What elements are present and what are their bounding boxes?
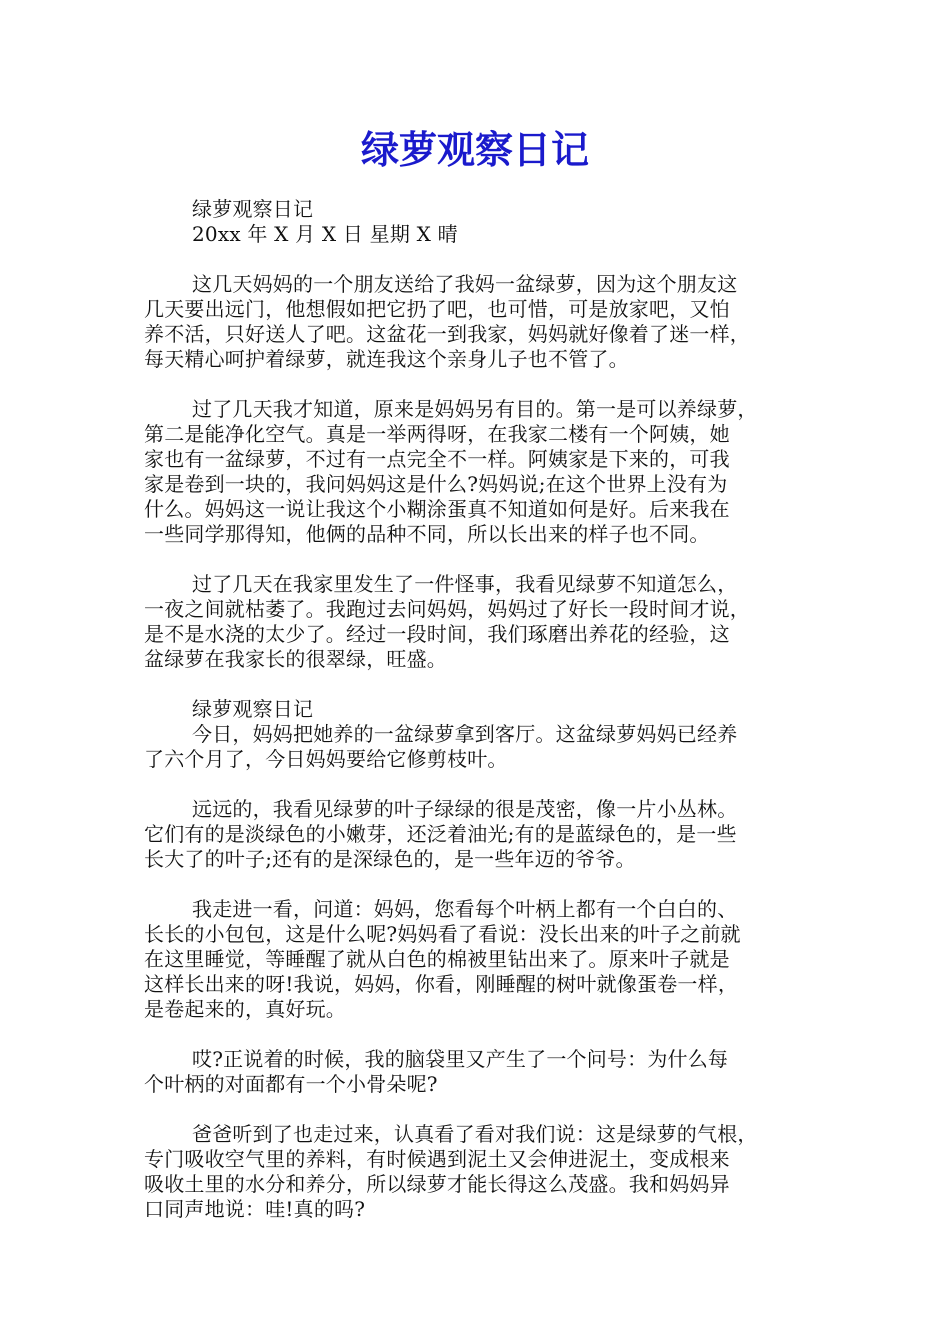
paragraph-line: 第二是能净化空气。真是一举两得呀，在我家二楼有一个阿姨，她 (144, 422, 730, 446)
document-title: 绿萝观察日记 (360, 128, 589, 172)
paragraph-line: 是卷起来的，真好玩。 (144, 997, 346, 1021)
paragraph-line: 今日，妈妈把她养的一盆绿萝拿到客厅。这盆绿萝妈妈已经养 (192, 722, 738, 746)
paragraph-line: 吸收土里的水分和养分，所以绿萝才能长得这么茂盛。我和妈妈异 (144, 1172, 730, 1196)
paragraph-line: 爸爸听到了也走过来，认真看了看对我们说：这是绿萝的气根， (192, 1122, 758, 1146)
paragraph-line: 几天要出远门，他想假如把它扔了吧，也可惜，可是放家吧，又怕 (144, 297, 730, 321)
paragraph-line: 家也有一盆绿萝，不过有一点完全不一样。阿姨家是下来的，可我 (144, 447, 730, 471)
paragraph-line: 养不活，只好送人了吧。这盆花一到我家，妈妈就好像着了迷一样， (144, 322, 750, 346)
paragraph-gap (144, 672, 812, 697)
paragraph-line: 一夜之间就枯萎了。我跑过去问妈妈，妈妈过了好长一段时间才说， (144, 597, 750, 621)
paragraph-gap (144, 372, 812, 397)
diary-heading: 绿萝观察日记 (192, 197, 314, 221)
paragraph-5 (144, 797, 812, 872)
paragraph-line: 这几天妈妈的一个朋友送给了我妈一盆绿萝，因为这个朋友这 (192, 272, 738, 296)
paragraph-line: 过了几天我才知道，原来是妈妈另有目的。第一是可以养绿萝， (192, 397, 758, 421)
date-line: 20xx 年 X 月 X 日 星期 X 晴 (192, 222, 458, 246)
paragraph-7 (144, 1047, 812, 1097)
paragraph-line: 它们有的是淡绿色的小嫩芽，还泛着油光;有的是蓝绿色的，是一些 (144, 822, 737, 846)
paragraph-line: 了六个月了，今日妈妈要给它修剪枝叶。 (144, 747, 508, 771)
paragraph-line: 每天精心呵护着绿萝，就连我这个亲身儿子也不管了。 (144, 347, 629, 371)
paragraph-line: 一些同学那得知，他俩的品种不同，所以长出来的样子也不同。 (144, 522, 710, 546)
paragraph-line: 口同声地说：哇!真的吗? (144, 1197, 366, 1221)
paragraph-3 (144, 572, 812, 672)
paragraph-line: 什么。妈妈这一说让我这个小糊涂蛋真不知道如何是好。后来我在 (144, 497, 730, 521)
paragraph-line: 哎?正说着的时候，我的脑袋里又产生了一个问号：为什么每 (192, 1047, 729, 1071)
paragraph-line: 远远的，我看见绿萝的叶子绿绿的很是茂密，像一片小丛林。 (192, 797, 738, 821)
paragraph-line: 长大了的叶子;还有的是深绿色的，是一些年迈的爷爷。 (144, 847, 636, 871)
paragraph-gap (144, 872, 812, 897)
section-heading: 绿萝观察日记 (192, 697, 314, 721)
paragraph-gap (144, 1097, 812, 1122)
paragraph-line: 个叶柄的对面都有一个小骨朵呢? (144, 1072, 438, 1096)
paragraph-1 (144, 272, 812, 372)
paragraph-line: 这样长出来的呀!我说，妈妈，你看，刚睡醒的树叶就像蛋卷一样， (144, 972, 739, 996)
paragraph-line: 我走进一看，问道：妈妈，您看每个叶柄上都有一个白白的、 (192, 897, 738, 921)
paragraph-line: 在这里睡觉，等睡醒了就从白色的棉被里钻出来了。原来叶子就是 (144, 947, 730, 971)
paragraph-gap (144, 247, 812, 272)
paragraph-line: 过了几天在我家里发生了一件怪事，我看见绿萝不知道怎么， (192, 572, 738, 596)
paragraph-gap (144, 772, 812, 797)
paragraph-2 (144, 397, 812, 547)
document-body (144, 197, 812, 1222)
paragraph-4 (144, 697, 812, 772)
paragraph-gap (144, 547, 812, 572)
paragraph-gap (144, 1022, 812, 1047)
paragraph-line: 是不是水浇的太少了。经过一段时间，我们琢磨出养花的经验，这 (144, 622, 730, 646)
paragraph-line: 长长的小包包，这是什么呢?妈妈看了看说：没长出来的叶子之前就 (144, 922, 741, 946)
paragraph-line: 专门吸收空气里的养料，有时候遇到泥土又会伸进泥土，变成根来 (144, 1147, 730, 1171)
paragraph-line: 盆绿萝在我家长的很翠绿，旺盛。 (144, 647, 447, 671)
paragraph-line: 家是卷到一块的，我问妈妈这是什么?妈妈说;在这个世界上没有为 (144, 472, 728, 496)
paragraph-8 (144, 1122, 812, 1222)
paragraph-6 (144, 897, 812, 1022)
